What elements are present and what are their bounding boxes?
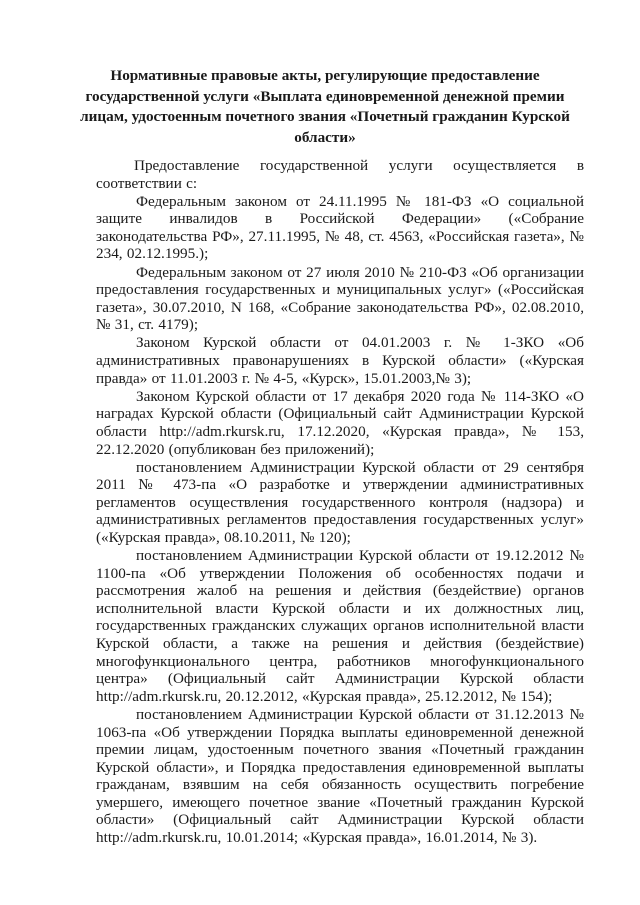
legal-act-item: Законом Курской области от 17 декабря 2020 года № 114-ЗКО «О наградах Курской области (Официальный сайт Администрации Курской области http://adm.rkursk.ru, 17.12.2020, «Курская правда», № 153, 22.12.2020 (опубликован без приложений); xyxy=(96,387,584,458)
legal-act-item: Федеральным законом от 24.11.1995 № 181-ФЗ «О социальной защите инвалидов в Российской Федерации» («Собрание законодательства РФ», 27.11.1995, № 48, ст. 4563, «Российская газета», № 234, 02.12.1995.); xyxy=(96,192,584,263)
document-body xyxy=(96,157,584,847)
intro-paragraph: Предоставление государственной услуги осуществляется в соответствии с: xyxy=(96,157,584,192)
legal-act-item: постановлением Администрации Курской области от 19.12.2012 № 1100-па «Об утверждении Положения об особенностях подачи и рассмотрения жалоб на решения и действия (бездействие) органов исполнительной власти Курской области и их должностных лиц, государственных гражданских служащих органов исполнительной власти Курской области, а также на решения и действия (бездействие) многофункционального центра, работников многофункционального центра» (Официальный сайт Администрации Курской области http://adm.rkursk.ru, 20.12.2012, «Курская правда», 25.12.2012, № 154); xyxy=(96,547,584,705)
legal-act-item: постановлением Администрации Курской области от 29 сентября 2011 № 473-па «О разработке и утверждении административных регламентов осуществления государственного контроля (надзора) и административных регламентов предоставления государственных услуг» («Курская правда», 08.10.2011, № 120); xyxy=(96,458,584,546)
legal-act-item: Законом Курской области от 04.01.2003 г. № 1-ЗКО «Об административных правонарушениях в Курской области» («Курская правда» от 11.01.2003 г. № 4-5, «Курск», 15.01.2003,№ 3); xyxy=(96,334,584,387)
legal-act-item: постановлением Администрации Курской области от 31.12.2013 № 1063-па «Об утверждении Порядка выплаты единовременной денежной премии лицам, удостоенным почетного звания «Почетный гражданин Курской области», и Порядка предоставления единовременной выплаты гражданам, взявшим на себя обязанность осуществить погребение умершего, имеющего почетное звание «Почетный гражданин Курской области» (Официальный сайт Администрации Курской области http://adm.rkursk.ru, 10.01.2014; «Курская правда», 16.01.2014, № 3). xyxy=(96,705,584,847)
legal-act-item: Федеральным законом от 27 июля 2010 № 210-ФЗ «Об организации предоставления государственных и муниципальных услуг» («Российская газета», 30.07.2010, N 168, «Собрание законодательства РФ», 02.08.2010, № 31, ст. 4179); xyxy=(96,263,584,334)
document-title: Нормативные правовые акты, регулирующие предоставление государственной услуги «Выплата единовременной денежной премии лицам, удостоенным почетного звания «Почетный гражданин Курской области» xyxy=(80,67,570,146)
